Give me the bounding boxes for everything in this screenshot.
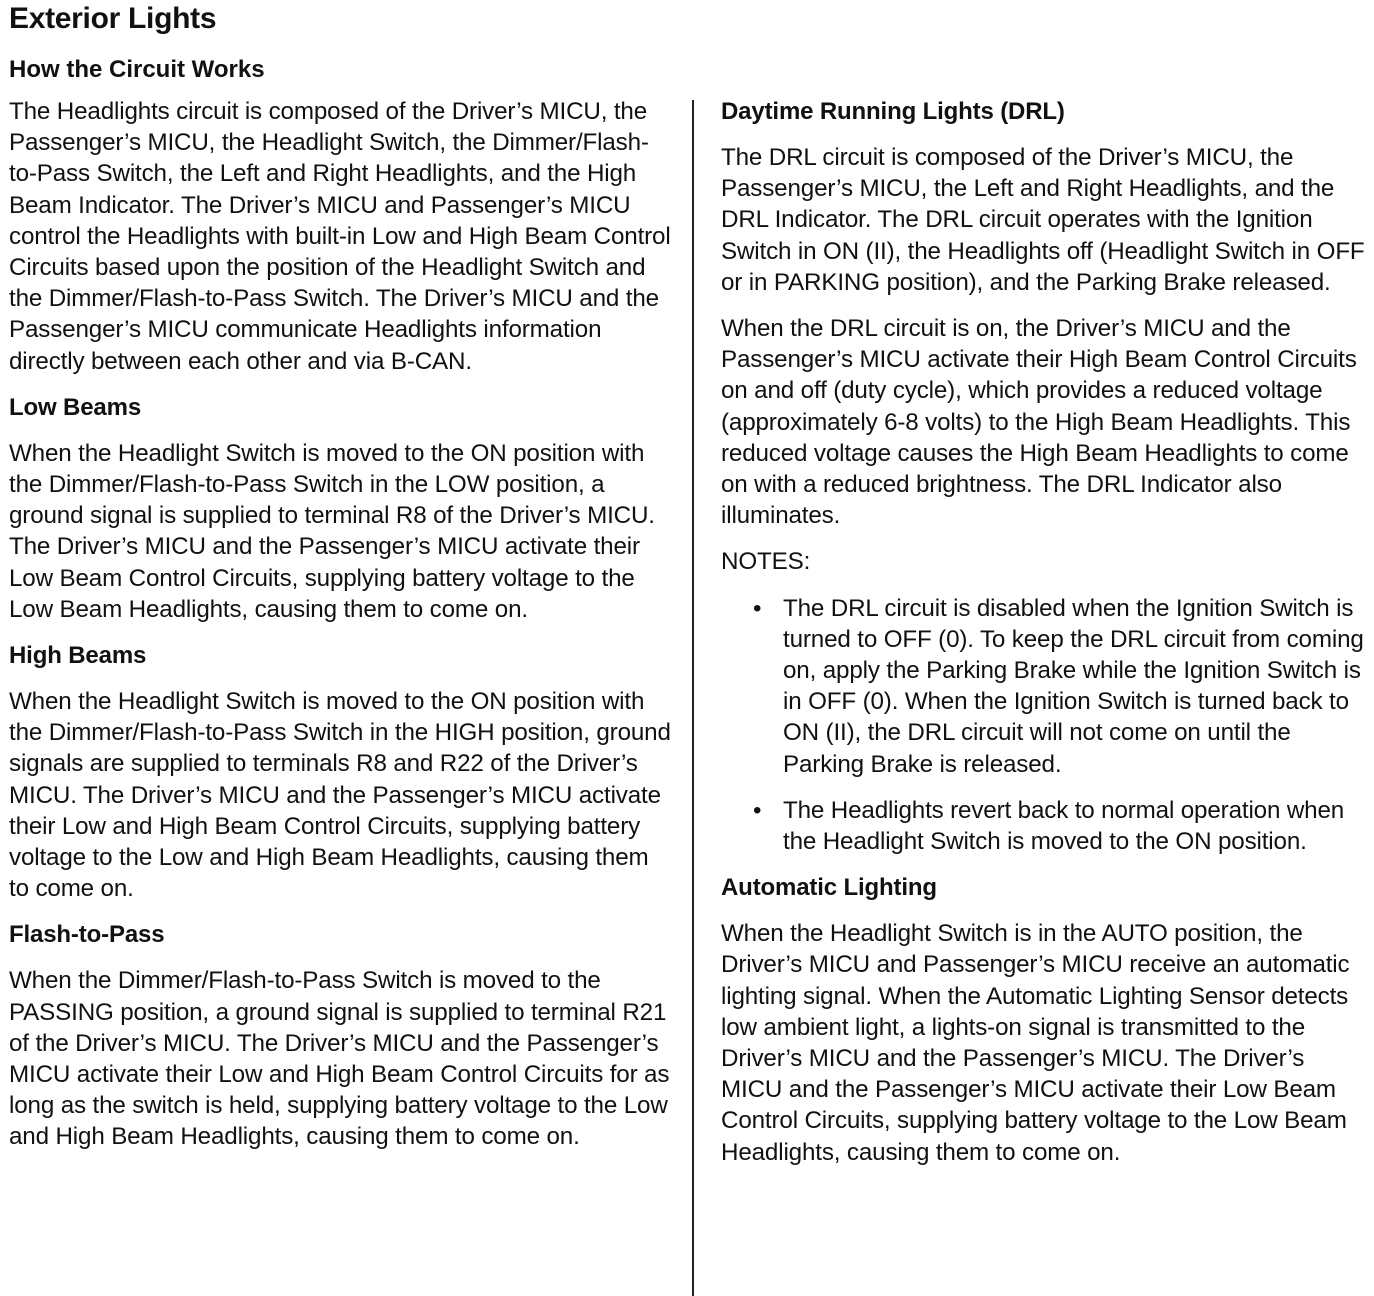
bullet-icon: • — [753, 594, 762, 622]
low-beams-heading: Low Beams — [9, 393, 142, 421]
right-column — [721, 96, 1371, 1168]
intro-paragraph: The Headlights circuit is composed of the Driver’s MICU, the Passenger’s MICU, the Headlight Switch, the Dimmer/Flash-to-Pass Switch, the Left and Right Headlights, and the High Beam Indicator. The Driver’s MICU and Passenger’s MICU control the Headlights with built-in Low and High Beam Control Circuits based upon the position of the Headlight Switch and the Dimmer/Flash-to-Pass Switch. The Driver’s MICU and the Passenger’s MICU communicate Headlights information directly between each other and via B-CAN. — [9, 98, 671, 375]
flash-to-pass-heading: Flash-to-Pass — [9, 921, 165, 949]
high-beams-heading: High Beams — [9, 642, 147, 670]
column-divider — [692, 100, 694, 1296]
automatic-lighting-heading: Automatic Lighting — [721, 874, 937, 902]
page-title: Exterior Lights — [9, 2, 217, 35]
notes-label: NOTES: — [721, 548, 811, 576]
drl-paragraph-2: When the DRL circuit is on, the Driver’s MICU and the Passenger’s MICU activate their High Beam Control Circuits on and off (duty cycle), which provides a reduced voltage (approximately 6-8 volts) to the High Beam Headlights. This reduced voltage causes the High Beam Headlights to come on with a reduced brightness. The DRL Indicator also illuminates. — [721, 315, 1357, 530]
low-beams-paragraph: When the Headlight Switch is moved to the ON position with the Dimmer/Flash-to-Pass Switch in the LOW position, a ground signal is supplied to terminal R8 of the Driver’s MICU. The Driver’s MICU and the Passenger’s MICU activate their Low Beam Control Circuits, supplying battery voltage to the Low Beam Headlights, causing them to come on. — [9, 439, 655, 623]
drl-paragraph-1: The DRL circuit is composed of the Driver’s MICU, the Passenger’s MICU, the Left and Right Headlights, and the DRL Indicator. The DRL circuit operates with the Ignition Switch in ON (II), the Headlights off (Headlight Switch in OFF or in PARKING position), and the Parking Brake released. — [721, 144, 1365, 296]
notes-item — [753, 593, 1371, 780]
section-subtitle: How the Circuit Works — [9, 56, 265, 83]
notes-item-text: The Headlights revert back to normal operation when the Headlight Switch is moved to the ON position. — [783, 796, 1345, 856]
drl-heading: Daytime Running Lights (DRL) — [721, 98, 1065, 125]
bullet-icon: • — [753, 796, 762, 824]
notes-item-text: The DRL circuit is disabled when the Ignition Switch is turned to OFF (0). To keep the DRL circuit from coming on, apply the Parking Brake while the Ignition Switch is in OFF (0). When the Ignition Switch is turned back to ON (II), the DRL circuit will not come on until the Parking Brake is released. — [783, 594, 1364, 778]
high-beams-paragraph: When the Headlight Switch is moved to the ON position with the Dimmer/Flash-to-Pass Switch in the HIGH position, ground signals are supplied to terminals R8 and R22 of the Driver’s MICU. The Driver’s MICU and the Passenger’s MICU activate their Low and High Beam Control Circuits, supplying battery voltage to the Low and High Beam Headlights, causing them to come on. — [9, 688, 671, 903]
flash-to-pass-paragraph: When the Dimmer/Flash-to-Pass Switch is moved to the PASSING position, a ground signal is supplied to terminal R21 of the Driver’s MICU. The Driver’s MICU and the Passenger’s MICU activate their Low and High Beam Control Circuits for as long as the switch is held, supplying battery voltage to the Low and High Beam Headlights, causing them to come on. — [9, 967, 670, 1151]
notes-list — [721, 593, 1371, 858]
automatic-lighting-paragraph: When the Headlight Switch is in the AUTO position, the Driver’s MICU and Passenger’s MICU receive an automatic lighting signal. When the Automatic Lighting Sensor detects low ambient light, a lights-on signal is transmitted to the Driver’s MICU and the Passenger’s MICU. The Driver’s MICU and the Passenger’s MICU activate their Low Beam Control Circuits, supplying battery voltage to the Low Beam Headlights, causing them to come on. — [721, 920, 1350, 1166]
left-column — [9, 96, 674, 1153]
notes-item — [753, 795, 1371, 857]
